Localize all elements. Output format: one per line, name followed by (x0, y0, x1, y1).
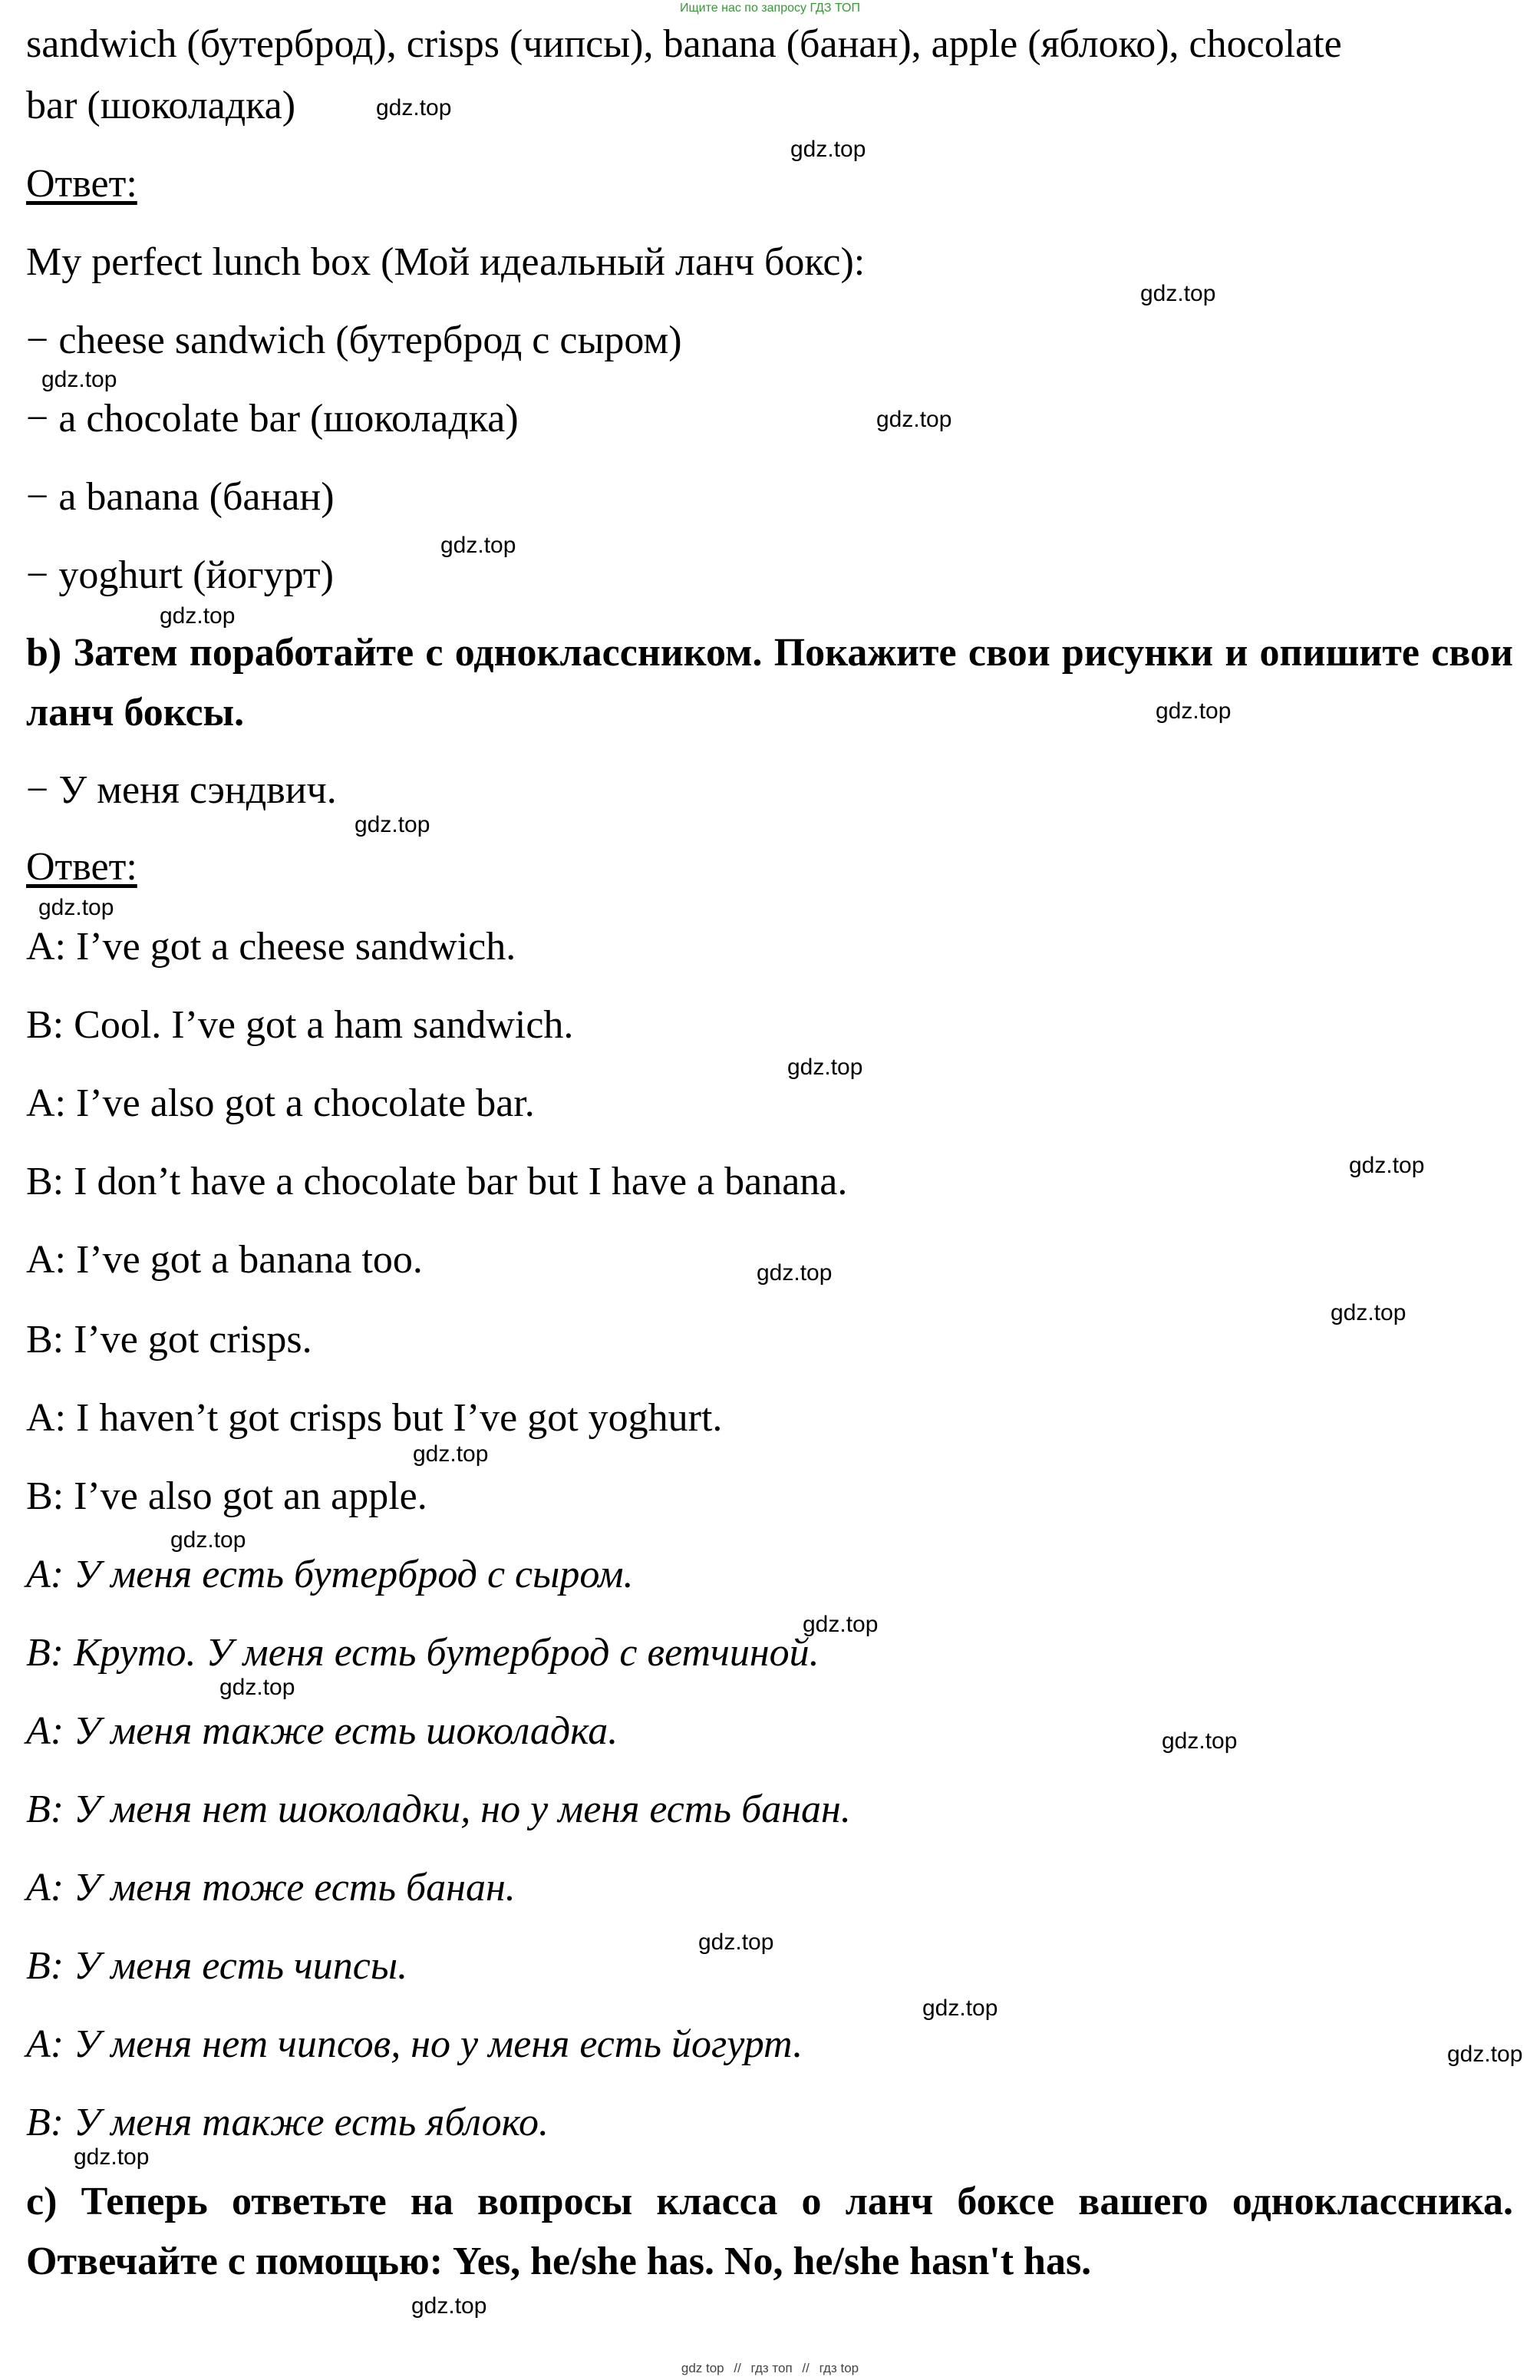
dialogue-line: B: I don’t have a chocolate bar but I have a banana. (26, 1160, 848, 1203)
dialogue-line-translation: A: У меня тоже есть банан. (26, 1866, 516, 1910)
answer-label: Ответ: (26, 845, 137, 889)
watermark: gdz.top (790, 137, 866, 162)
watermark: gdz.top (74, 2144, 150, 2170)
watermark: gdz.top (757, 1260, 833, 1286)
watermark: gdz.top (803, 1612, 879, 1637)
watermark: gdz.top (1349, 1153, 1425, 1178)
watermark: gdz.top (922, 1995, 998, 2021)
watermark: gdz.top (411, 2293, 487, 2319)
watermark: gdz.top (876, 407, 952, 432)
footer-separator: // (734, 2361, 741, 2375)
dialogue-line: B: I’ve also got an apple. (26, 1474, 427, 1518)
top-banner: Ищите нас по запросу ГДЗ ТОП (680, 2, 860, 15)
footer (0, 2361, 1540, 2376)
watermark: gdz.top (170, 1527, 246, 1553)
watermark: gdz.top (376, 95, 452, 120)
watermark: gdz.top (41, 367, 117, 392)
watermark: gdz.top (38, 895, 114, 920)
dialogue-line-translation: B: У меня нет шоколадки, но у меня есть банан. (26, 1787, 851, 1831)
watermark: gdz.top (1331, 1300, 1406, 1325)
intro-line-2: bar (шоколадка) (26, 84, 296, 127)
watermark: gdz.top (219, 1675, 295, 1700)
watermark: gdz.top (413, 1441, 489, 1467)
dialogue-line: A: I’ve also got a chocolate bar. (26, 1081, 535, 1125)
watermark: gdz.top (440, 533, 516, 558)
dialogue-line: B: Cool. I’ve got a ham sandwich. (26, 1003, 574, 1047)
footer-separator: // (802, 2361, 810, 2375)
list-item: − a banana (банан) (26, 475, 335, 519)
footer-part: гдз топ (750, 2361, 793, 2375)
watermark: gdz.top (698, 1929, 774, 1955)
watermark: gdz.top (787, 1055, 863, 1080)
dialogue-line: A: I’ve got a cheese sandwich. (26, 925, 516, 969)
dialogue-line: A: I’ve got a banana too. (26, 1238, 423, 1282)
watermark: gdz.top (1156, 698, 1232, 724)
dialogue-line-translation: A: У меня есть бутерброд с сыром. (26, 1553, 634, 1596)
watermark: gdz.top (1447, 2042, 1523, 2067)
dialogue-line: A: I haven’t got crisps but I’ve got yoghurt. (26, 1396, 723, 1440)
list-item: − a chocolate bar (шоколадка) (26, 397, 519, 441)
task-c-heading: c) Теперь ответьте на вопросы класса о ланч боксе вашего одноклассника. Отвечайте с помощью: Yes, he/she has. No, he/she hasn't has. (26, 2180, 1513, 2283)
list-item: − cheese sandwich (бутерброд с сыром) (26, 319, 682, 362)
dialogue-line-translation: B: Круто. У меня есть бутерброд с ветчиной. (26, 1631, 819, 1675)
task-b-heading: b) Затем поработайте с одноклассником. Покажите свои рисунки и опишите свои ланч боксы. (26, 631, 1513, 734)
dialogue-line-translation: B: У меня есть чипсы. (26, 1944, 408, 1988)
footer-part: гдз top (819, 2361, 859, 2375)
watermark: gdz.top (354, 812, 430, 837)
dialogue-line: B: I’ve got crisps. (26, 1318, 312, 1362)
dialogue-line-translation: A: У меня также есть шоколадка. (26, 1709, 618, 1753)
watermark: gdz.top (1162, 1728, 1238, 1754)
task-b-example: − У меня сэндвич. (26, 768, 337, 812)
dialogue-line-translation: B: У меня также есть яблоко. (26, 2101, 549, 2144)
watermark: gdz.top (160, 603, 236, 629)
intro-line-1: sandwich (бутерброд), crisps (чипсы), banana (банан), apple (яблоко), chocolate (26, 22, 1342, 66)
lunch-box-title: My perfect lunch box (Мой идеальный ланч бокс): (26, 240, 866, 284)
footer-part: gdz top (681, 2361, 724, 2375)
list-item: − yoghurt (йогурт) (26, 553, 334, 597)
answer-label: Ответ: (26, 162, 137, 206)
watermark: gdz.top (1140, 281, 1216, 306)
dialogue-line-translation: A: У меня нет чипсов, но у меня есть йогурт. (26, 2022, 803, 2066)
